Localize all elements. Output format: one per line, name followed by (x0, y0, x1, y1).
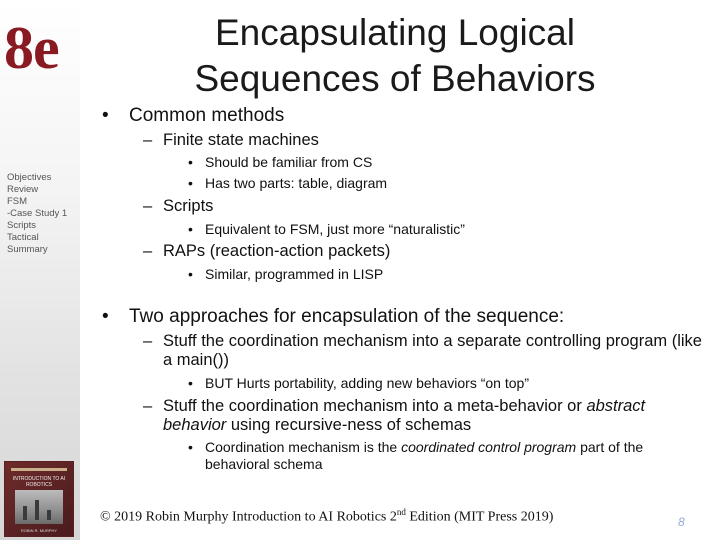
bullet-coordination-mechanism: • Coordination mechanism is the coordinated control program part of the behavioral schema (188, 439, 644, 472)
section-nav (7, 172, 67, 256)
bullet-fsm-parts: • Has two parts: table, diagram (188, 175, 388, 191)
nav-item-review[interactable]: Review (7, 184, 39, 195)
book-cover-art (15, 490, 63, 524)
bullet-scripts: – Scripts (143, 197, 214, 215)
nav-item-summary[interactable]: Summary (7, 244, 48, 255)
emphasis-coordinated-control-program: coordinated control program (401, 439, 577, 455)
emphasis-abstract-behavior: abstract behavior (163, 397, 646, 434)
bullet-fsm-familiar: • Should be familiar from CS (188, 154, 373, 170)
bullet-separate-program: – Stuff the coordination mechanism into a separate controlling program (like a main()) (143, 332, 702, 369)
nav-item-case-study[interactable]: -Case Study 1 (7, 208, 68, 219)
slide-body (80, 0, 720, 540)
edition-logo: 8e (4, 15, 59, 81)
sidebar (0, 0, 80, 540)
nav-item-tactical[interactable]: Tactical (7, 232, 39, 243)
nav-item-fsm[interactable]: FSM (7, 196, 28, 207)
bullet-two-approaches: • Two approaches for encapsulation of the sequence: (102, 306, 565, 327)
book-cover-author: ROBIN R. MURPHY (20, 528, 58, 533)
copyright-footer: © 2019 Robin Murphy Introduction to AI Robotics 2nd Edition (MIT Press 2019) (100, 507, 554, 525)
slide-title-line2: Sequences of Behaviors (194, 58, 596, 99)
slide-title-line1: Encapsulating Logical (215, 12, 575, 53)
nav-item-objectives[interactable]: Objectives (7, 172, 52, 183)
bullet-scripts-equivalent: • Equivalent to FSM, just more “naturalistic” (188, 221, 465, 237)
bullet-meta-behavior: – Stuff the coordination mechanism into a meta-behavior or abstract behavior using recursive-ness of schemas (143, 397, 646, 434)
bullet-portability: • BUT Hurts portability, adding new behaviors “on top” (188, 375, 529, 391)
bullet-fsm: – Finite state machines (143, 131, 319, 149)
book-cover-image (4, 461, 74, 537)
bullet-common-methods: • Common methods (102, 105, 285, 126)
page-number: 8 (678, 515, 685, 529)
bullet-raps: – RAPs (reaction-action packets) (143, 242, 391, 260)
book-cover-title: INTRODUCTION TO AI ROBOTICS (12, 476, 66, 488)
nav-item-scripts[interactable]: Scripts (7, 220, 37, 231)
bullet-raps-similar: • Similar, programmed in LISP (188, 266, 384, 282)
